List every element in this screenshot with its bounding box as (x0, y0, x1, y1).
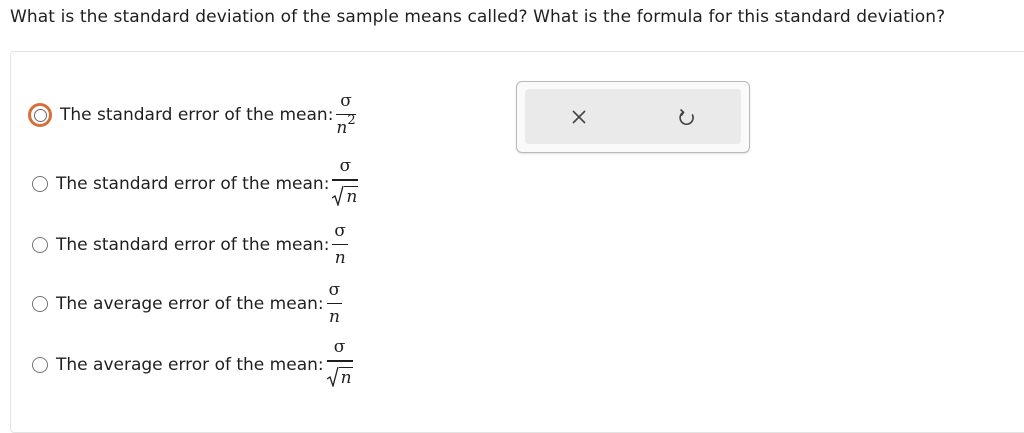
undo-arrow-icon (677, 107, 697, 127)
square-root (327, 367, 353, 387)
answer-option-4[interactable] (0, 274, 342, 334)
radicand: n (346, 186, 358, 207)
formula-fraction (336, 90, 356, 139)
radio-button-selected[interactable] (28, 103, 52, 127)
formula-numerator: σ (328, 279, 341, 300)
option-label: The standard error of the mean: (56, 174, 330, 194)
square-root (332, 186, 358, 206)
formula-denominator: n (334, 248, 346, 269)
formula-denominator (332, 181, 358, 210)
radical-sign-icon (332, 186, 344, 206)
formula-fraction (327, 279, 343, 328)
radicand: n (340, 367, 352, 388)
option-label: The standard error of the mean: (56, 235, 330, 255)
retry-button[interactable] (672, 102, 702, 132)
radical-sign-icon (327, 367, 339, 387)
option-label: The average error of the mean: (56, 294, 324, 314)
clear-answer-button[interactable] (564, 102, 594, 132)
question-text: What is the standard deviation of the sample means called? What is the formula for this standard deviation? (10, 7, 946, 27)
formula-denominator: n (328, 307, 340, 328)
formula-numerator: σ (340, 90, 352, 111)
formula-denominator (327, 362, 353, 391)
formula-denominator (336, 115, 355, 137)
formula-numerator: σ (339, 156, 352, 177)
formula-fraction (327, 339, 353, 390)
formula-fraction (332, 220, 348, 269)
x-mark-icon (571, 109, 587, 125)
answer-option-3[interactable] (0, 215, 348, 275)
radio-button[interactable] (32, 296, 48, 312)
formula-numerator: σ (333, 337, 346, 358)
feedback-actions (525, 89, 741, 144)
formula-fraction (332, 158, 358, 209)
answer-option-1[interactable] (0, 85, 356, 145)
radio-button[interactable] (32, 357, 48, 373)
radio-button[interactable] (32, 237, 48, 253)
option-label: The average error of the mean: (56, 355, 324, 375)
denominator-variable: n (336, 118, 348, 139)
formula-exponent: 2 (347, 113, 356, 129)
formula-numerator: σ (334, 220, 347, 241)
answer-feedback-box (516, 81, 750, 153)
radio-button[interactable] (32, 176, 48, 192)
option-label: The standard error of the mean: (60, 105, 334, 125)
answer-option-2[interactable] (0, 154, 358, 214)
answer-option-5[interactable] (0, 335, 353, 395)
